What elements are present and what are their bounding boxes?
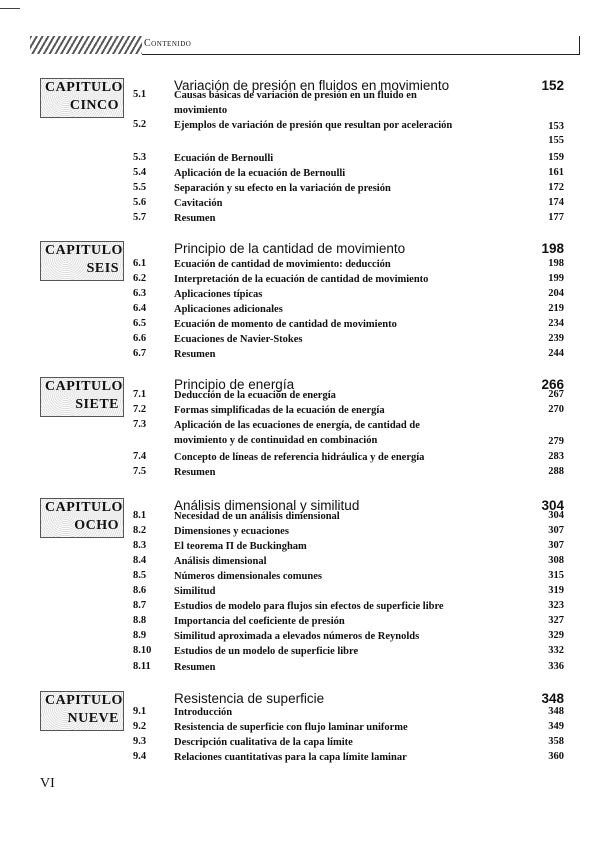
header-title: Contenido — [144, 38, 192, 49]
section-page: 308 — [548, 555, 564, 566]
section-number: 7.4 — [133, 451, 147, 462]
chapter-page: 152 — [541, 78, 564, 93]
section-title: Relaciones cuantitativas para la capa límite laminar — [174, 752, 407, 763]
section-title: Resumen — [174, 467, 216, 478]
section-title: Importancia del coeficiente de presión — [174, 616, 345, 627]
chapter-badge-label: CAPITULO — [45, 693, 123, 708]
section-page: 172 — [548, 182, 564, 193]
section-title: Similitud aproximada a elevados números de Reynolds — [174, 631, 420, 642]
section-number: 6.2 — [133, 273, 147, 284]
section-title: Ejemplos de variación de presión que resultan por aceleración — [174, 120, 453, 131]
header-rule — [142, 54, 580, 55]
section-title: Estudios de modelo para flujos sin efectos de superficie libre — [174, 601, 444, 612]
section-number: 8.7 — [133, 600, 147, 611]
section-page: 323 — [548, 600, 564, 611]
section-page: 155 — [548, 135, 564, 146]
chapter-badge-label: CAPITULO — [45, 80, 123, 95]
section-page: 288 — [548, 466, 564, 477]
section-title: Resumen — [174, 213, 216, 224]
section-title: Ecuación de cantidad de movimiento: deducción — [174, 259, 391, 270]
section-number: 8.8 — [133, 615, 147, 626]
section-title: Interpretación de la ecuación de cantidad de movimiento — [174, 274, 429, 285]
section-page: 329 — [548, 630, 564, 641]
section-page: 270 — [548, 404, 564, 415]
section-title: Aplicaciones típicas — [174, 289, 263, 300]
section-page: 307 — [548, 540, 564, 551]
section-title: Separación y su efecto en la variación de presión — [174, 183, 391, 194]
section-title: Similitud — [174, 586, 216, 597]
section-number: 6.1 — [133, 258, 147, 269]
section-page: 239 — [548, 333, 564, 344]
section-title: Estudios de un modelo de superficie libre — [174, 646, 359, 657]
section-number: 7.3 — [133, 419, 147, 430]
chapter-badge — [40, 377, 124, 417]
chapter-badge-label: CAPITULO — [45, 500, 123, 515]
chapter-badge-number: SIETE — [75, 397, 119, 412]
chapter-badge — [40, 691, 124, 731]
section-page: 327 — [548, 615, 564, 626]
section-number: 8.6 — [133, 585, 147, 596]
section-page: 307 — [548, 525, 564, 536]
section-number: 6.3 — [133, 288, 147, 299]
section-title: Ecuación de momento de cantidad de movimiento — [174, 319, 397, 330]
header-ornament — [30, 36, 142, 54]
section-page: 161 — [548, 167, 564, 178]
section-title: Cavitación — [174, 198, 223, 209]
section-page: 174 — [548, 197, 564, 208]
section-page: 267 — [548, 389, 564, 400]
section-number: 5.3 — [133, 152, 147, 163]
section-page: 234 — [548, 318, 564, 329]
section-page: 244 — [548, 348, 564, 359]
section-number: 5.2 — [133, 119, 147, 130]
section-title: Aplicaciones adicionales — [174, 304, 283, 315]
section-title: El teorema Π de Buckingham — [174, 541, 307, 552]
chapter-page: 304 — [541, 498, 564, 513]
section-page: 153 — [548, 121, 564, 132]
section-number: 6.4 — [133, 303, 147, 314]
section-title: Deducción de la ecuación de energía — [174, 390, 336, 401]
section-number: 5.6 — [133, 197, 147, 208]
chapter-badge-number: NUEVE — [67, 711, 119, 726]
section-number: 6.5 — [133, 318, 147, 329]
section-page: 199 — [548, 273, 564, 284]
section-number: 9.1 — [133, 706, 147, 717]
page-number: VI — [40, 776, 55, 791]
chapter-title[interactable]: Principio de la cantidad de movimiento — [174, 241, 406, 256]
section-title: Ecuaciones de Navier-Stokes — [174, 334, 303, 345]
section-page: 198 — [548, 258, 564, 269]
section-number: 8.11 — [133, 661, 151, 672]
section-title: Introducción — [174, 707, 233, 718]
section-title: Dimensiones y ecuaciones — [174, 526, 289, 537]
chapter-title[interactable]: Resistencia de superficie — [174, 691, 325, 706]
section-number: 6.6 — [133, 333, 147, 344]
chapter-page: 198 — [541, 241, 564, 256]
chapter-badge-label: CAPITULO — [45, 379, 123, 394]
section-number: 9.2 — [133, 721, 147, 732]
top-corner-rule — [0, 8, 20, 9]
section-page: 283 — [548, 451, 564, 462]
section-page: 177 — [548, 212, 564, 223]
section-page: 279 — [548, 436, 564, 447]
section-page: 319 — [548, 585, 564, 596]
chapter-badge-label: CAPITULO — [45, 243, 123, 258]
chapter-title[interactable]: Principio de energía — [174, 377, 295, 392]
section-title: Resistencia de superficie con flujo laminar uniforme — [174, 722, 408, 733]
section-page: 204 — [548, 288, 564, 299]
section-page: 315 — [548, 570, 564, 581]
section-title: Números dimensionales comunes — [174, 571, 322, 582]
section-title: Aplicación de las ecuaciones de energía, de cantidad de movimiento y de continuidad en combinación — [174, 420, 420, 446]
section-page: 349 — [548, 721, 564, 732]
chapter-title[interactable]: Análisis dimensional y similitud — [174, 498, 360, 513]
section-number: 7.2 — [133, 404, 147, 415]
section-page: 159 — [548, 152, 564, 163]
section-title: Causas básicas de variación de presión en un fluido en movimiento — [174, 90, 417, 116]
header-end-bar — [579, 36, 580, 54]
chapter-badge-number: SEIS — [86, 261, 119, 276]
section-number: 8.1 — [133, 510, 147, 521]
section-title: Formas simplificadas de la ecuación de energía — [174, 405, 385, 416]
section-number: 5.1 — [133, 89, 147, 100]
section-title: Necesidad de un análisis dimensional — [174, 511, 340, 522]
chapter-badge-number: OCHO — [74, 518, 119, 533]
section-number: 5.5 — [133, 182, 147, 193]
section-title: Descripción cualitativa de la capa límite — [174, 737, 353, 748]
section-page: 348 — [548, 706, 564, 717]
section-number: 8.5 — [133, 570, 147, 581]
section-number: 6.7 — [133, 348, 147, 359]
section-page: 336 — [548, 661, 564, 672]
section-page: 360 — [548, 751, 564, 762]
section-number: 5.4 — [133, 167, 147, 178]
section-number: 8.10 — [133, 645, 152, 656]
section-number: 7.1 — [133, 389, 147, 400]
section-title: Análisis dimensional — [174, 556, 267, 567]
section-title: Concepto de líneas de referencia hidráulica y de energía — [174, 452, 425, 463]
section-number: 8.9 — [133, 630, 147, 641]
chapter-page: 266 — [541, 377, 564, 392]
section-number: 8.3 — [133, 540, 147, 551]
section-page: 332 — [548, 645, 564, 656]
section-number: 9.4 — [133, 751, 147, 762]
section-number: 8.2 — [133, 525, 147, 536]
section-title: Resumen — [174, 349, 216, 360]
section-page: 358 — [548, 736, 564, 747]
section-page: 304 — [548, 510, 564, 521]
chapter-badge-number: CINCO — [69, 98, 119, 113]
section-number: 5.7 — [133, 212, 147, 223]
chapter-badge — [40, 498, 124, 538]
section-page: 219 — [548, 303, 564, 314]
section-title: Ecuación de Bernoulli — [174, 153, 274, 164]
chapter-badge — [40, 241, 124, 281]
section-number: 9.3 — [133, 736, 147, 747]
chapter-page: 348 — [541, 691, 564, 706]
chapter-badge — [40, 78, 124, 118]
page-header — [30, 36, 580, 54]
section-number: 7.5 — [133, 466, 147, 477]
section-title: Aplicación de la ecuación de Bernoulli — [174, 168, 346, 179]
section-title: Resumen — [174, 662, 216, 673]
section-number: 8.4 — [133, 555, 147, 566]
chapter-title[interactable]: Variación de presión en fluidos en movimiento — [174, 78, 450, 93]
